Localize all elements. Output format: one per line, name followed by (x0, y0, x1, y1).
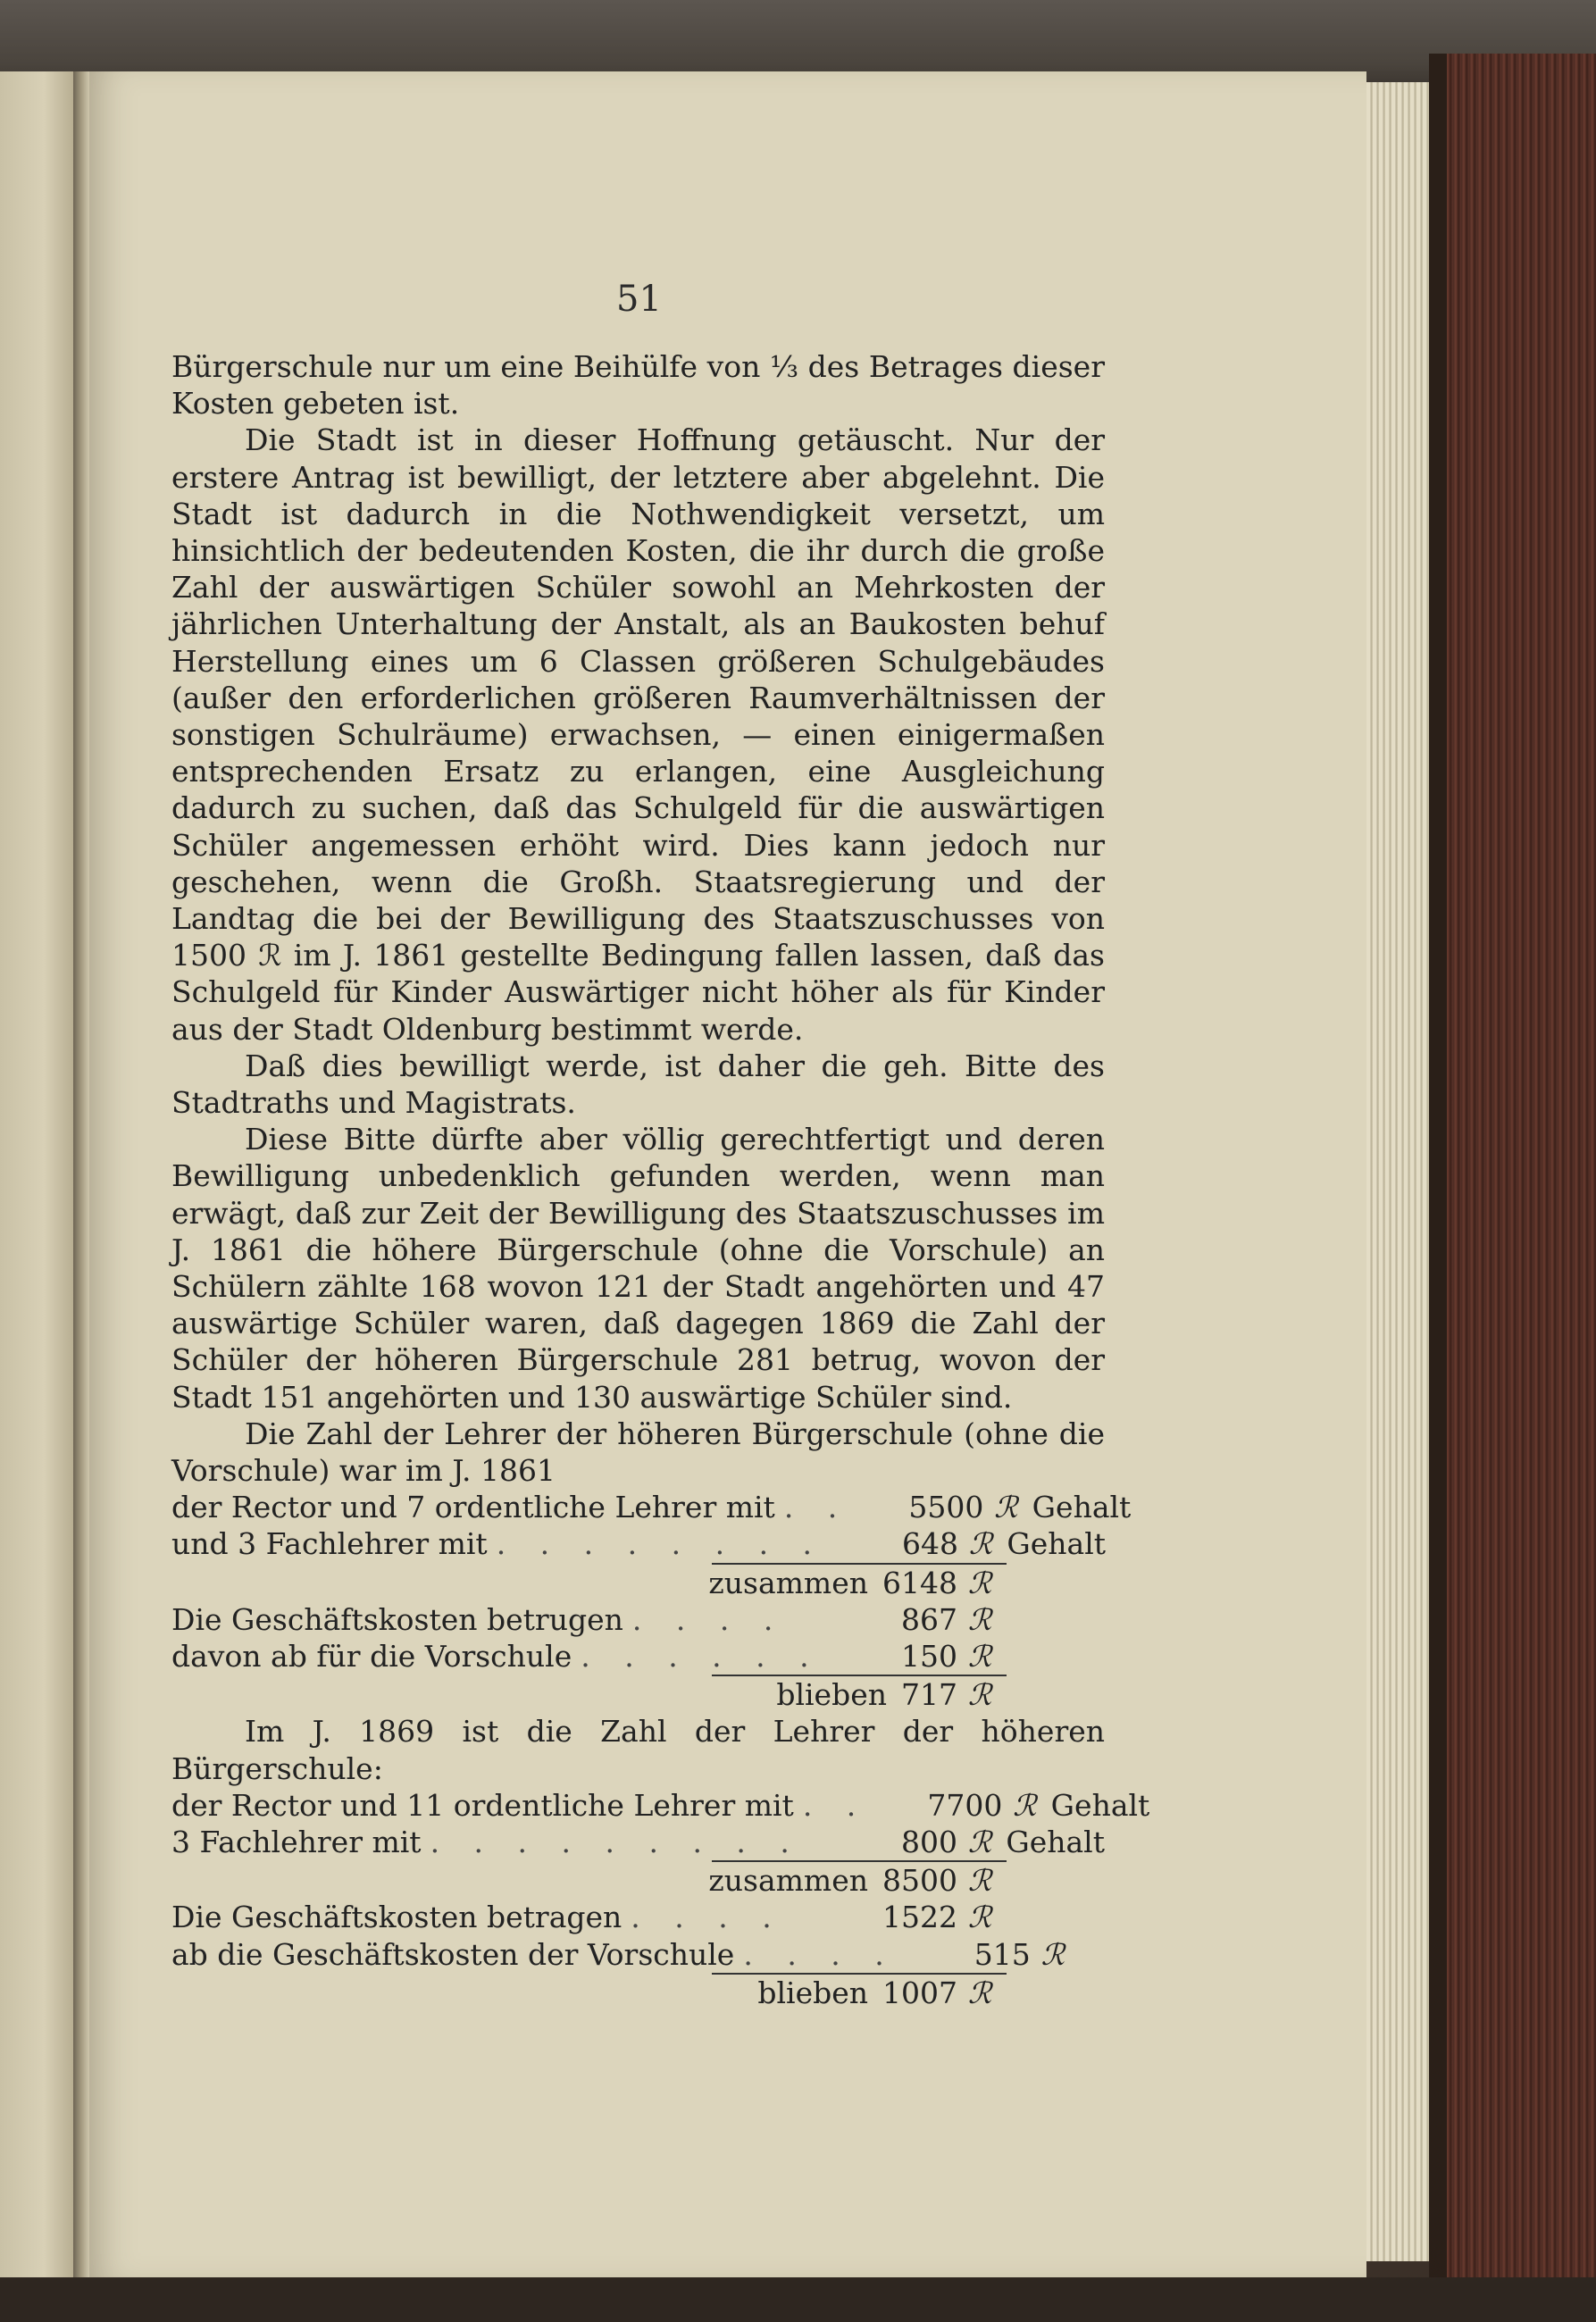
sum-row: zusammen 6148 ℛ (171, 1565, 1105, 1601)
paragraph: Im J. 1869 ist die Zahl der Lehrer der höheren Bürgerschule: (171, 1714, 1105, 1786)
sum-row: zusammen 8500 ℛ (171, 1862, 1105, 1899)
book-gutter (73, 71, 89, 2277)
paragraph: Die Zahl der Lehrer der höheren Bürgerschule (ohne die Vorschule) war im J. 1861 (171, 1416, 1105, 1489)
table-row: und 3 Fachlehrer mit . . . . . . . . 648 ℛ Gehalt (171, 1526, 1107, 1562)
paragraph: Diese Bitte dürfte aber völlig gerechtfertigt und deren Bewilligung unbedenklich gefunden werden, wenn man erwägt, daß zur Zeit der Bewilligung des Staatszuschusses im J. 1861 die höhere Bürgerschule (ohne die Vorschule) an Schülern zählte 168 wovon 121 der Stadt angehörten und 47 auswärtige Schüler waren, daß dagegen 1869 die Zahl der Schüler der höheren Bürgerschule 281 betrug, wovon der Stadt 151 angehörten und 130 auswärtige Schüler sind. (171, 1122, 1105, 1415)
currency-symbol: ℛ (968, 1526, 993, 1562)
table-row: Die Geschäftskosten betragen . . . . 1522 ℛ (171, 1899, 1105, 1935)
currency-symbol: ℛ (967, 1677, 992, 1713)
spine-shadow (1429, 54, 1447, 2304)
currency-symbol: ℛ (1013, 1787, 1037, 1823)
page-text (171, 348, 1150, 2011)
currency-symbol: ℛ (967, 1601, 992, 1637)
bottom-shadow (0, 2277, 1596, 2322)
currency-symbol: ℛ (967, 1565, 992, 1600)
currency-symbol: ℛ (967, 1900, 992, 1935)
currency-symbol: ℛ (1040, 1936, 1065, 1972)
currency-symbol: ℛ (967, 1825, 992, 1860)
table-row: 3 Fachlehrer mit . . . . . . . . . 800 ℛ Gehalt (171, 1825, 1105, 1860)
currency-symbol: ℛ (967, 1639, 992, 1675)
book-spine (1429, 54, 1596, 2304)
paragraph: Die Stadt ist in dieser Hoffnung getäuscht. Nur der erstere Antrag ist bewilligt, der letztere aber abgelehnt. Die Stadt ist dadurch in die Nothwendigkeit versetzt, um hinsichtlich der bedeutenden Kosten, die ihr durch die große Zahl der auswärtigen Schüler sowohl an Mehrkosten der jährlichen Unterhaltung der Anstalt, als an Baukosten behuf Herstellung eines um 6 Classen größeren Schulgebäudes (außer den erforderlichen größeren Raumverhältnissen der sonstigen Schulräume) erwachsen, — einen einigermaßen entsprechenden Ersatz zu erlangen, eine Ausgleichung dadurch zu suchen, daß das Schulgeld für die auswärtigen Schüler angemessen erhöht wird. Dies kann jedoch nur geschehen, wenn die Großh. Staatsregierung und der Landtag die bei der Bewilligung des Staatszuschusses von 1500 ℛ im J. 1861 gestellte Bedingung fallen lassen, daß das Schulgeld für Kinder Auswärtiger nicht höher als für Kinder aus der Stadt Oldenburg bestimmt werde. (171, 422, 1105, 1047)
sum-row: blieben 717 ℛ (171, 1676, 1105, 1713)
currency-symbol: ℛ (994, 1490, 1018, 1525)
currency-symbol: ℛ (967, 1863, 992, 1899)
currency-symbol: ℛ (967, 1975, 992, 2010)
table-row: davon ab für die Vorschule . . . . . . 150 ℛ (171, 1638, 1105, 1675)
table-row: ab die Geschäftskosten der Vorschule . . . . 515 ℛ (171, 1936, 1105, 1973)
page-number: 51 (616, 279, 662, 320)
table-row: der Rector und 7 ordentliche Lehrer mit . . 5500 ℛ Gehalt (171, 1490, 1132, 1525)
table-row: der Rector und 11 ordentliche Lehrer mit . . 7700 ℛ Gehalt (171, 1787, 1150, 1823)
paragraph: Daß dies bewilligt werde, ist daher die geh. Bitte des Stadtraths und Magistrats. (171, 1048, 1105, 1121)
sum-row: blieben 1007 ℛ (171, 1975, 1105, 2011)
paragraph: Bürgerschule nur um eine Beihülfe von ⅓ des Betrages dieser Kosten gebeten ist. (171, 349, 1105, 422)
table-row: Die Geschäftskosten betrugen . . . . 867 ℛ (171, 1601, 1105, 1638)
page-edges (1366, 82, 1431, 2261)
left-page-edge (0, 71, 75, 2277)
